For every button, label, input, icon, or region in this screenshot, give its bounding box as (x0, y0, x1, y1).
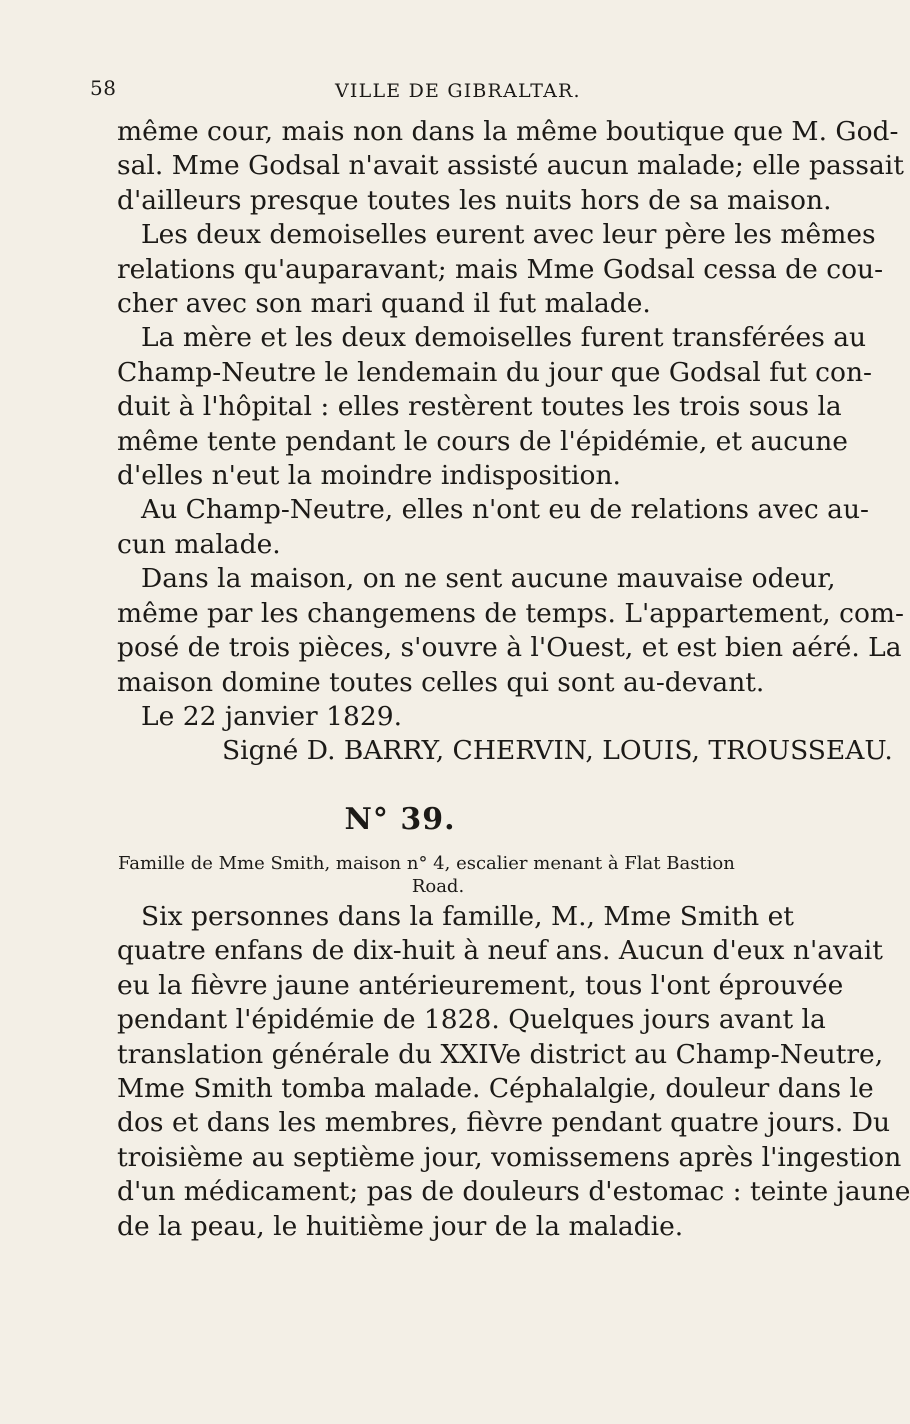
text-line: pendant l'épidémie de 1828. Quelques jours avant la (117, 1004, 826, 1036)
signature-line: Signé D. BARRY, CHERVIN, LOUIS, TROUSSEAU. (222, 735, 893, 767)
text-line: même par les changemens de temps. L'appartement, com- (117, 597, 905, 629)
text-line: cun malade. (117, 528, 281, 560)
text-line: d'elles n'eut la moindre indisposition. (117, 460, 621, 492)
text-line: même tente pendant le cours de l'épidémie, et aucune (117, 425, 848, 457)
text-line: cher avec son mari quand il fut malade. (117, 288, 651, 320)
text-line: La mère et les deux demoiselles furent transférées au (141, 322, 867, 354)
text-line: relations qu'auparavant; mais Mme Godsal cessa de cou- (117, 253, 884, 285)
text-line: posé de trois pièces, s'ouvre à l'Ouest, et est bien aéré. La (117, 632, 902, 664)
date-line: Le 22 janvier 1829. (141, 700, 403, 732)
page-number: 58 (90, 76, 117, 100)
section-subtitle (118, 852, 758, 898)
text-line: de la peau, le huitième jour de la maladie. (117, 1210, 684, 1242)
text-line: Les deux demoiselles eurent avec leur père les mêmes (141, 219, 876, 251)
text-line: d'ailleurs presque toutes les nuits hors de sa maison. (117, 184, 832, 216)
body-text-part2 (117, 900, 910, 1244)
text-line: Mme Smith tomba malade. Céphalalgie, douleur dans le (117, 1073, 874, 1105)
text-line: sal. Mme Godsal n'avait assisté aucun malade; elle passait (117, 150, 904, 182)
text-line: Dans la maison, on ne sent aucune mauvaise odeur, (141, 563, 836, 595)
subtitle-line: Famille de Mme Smith, maison n° 4, escalier menant à Flat Bastion (118, 853, 735, 874)
body-text-part1 (117, 115, 905, 769)
text-line: dos et dans les membres, fièvre pendant quatre jours. Du (117, 1107, 891, 1139)
running-head: VILLE DE GIBRALTAR. (335, 80, 581, 102)
text-line: quatre enfans de dix-huit à neuf ans. Aucun d'eux n'avait (117, 935, 883, 967)
text-line: d'un médicament; pas de douleurs d'estomac : teinte jaune (117, 1176, 910, 1208)
text-line: Six personnes dans la famille, M., Mme Smith et (141, 901, 794, 932)
text-line: troisième au septième jour, vomissemens après l'ingestion (117, 1141, 902, 1173)
text-line: même cour, mais non dans la même boutique que M. God- (117, 116, 899, 147)
text-line: translation générale du XXIVe district au Champ-Neutre, (117, 1038, 884, 1070)
section-title: N° 39. (344, 802, 456, 837)
text-line: eu la fièvre jaune antérieurement, tous l'ont éprouvée (117, 969, 844, 1001)
text-line: Champ-Neutre le lendemain du jour que Godsal fut con- (117, 356, 872, 388)
text-line: maison domine toutes celles qui sont au-devant. (117, 666, 765, 698)
text-line: duit à l'hôpital : elles restèrent toutes les trois sous la (117, 391, 842, 423)
text-line: Au Champ-Neutre, elles n'ont eu de relations avec au- (141, 494, 869, 526)
subtitle-line: Road. (411, 876, 465, 897)
page-header (90, 76, 750, 106)
